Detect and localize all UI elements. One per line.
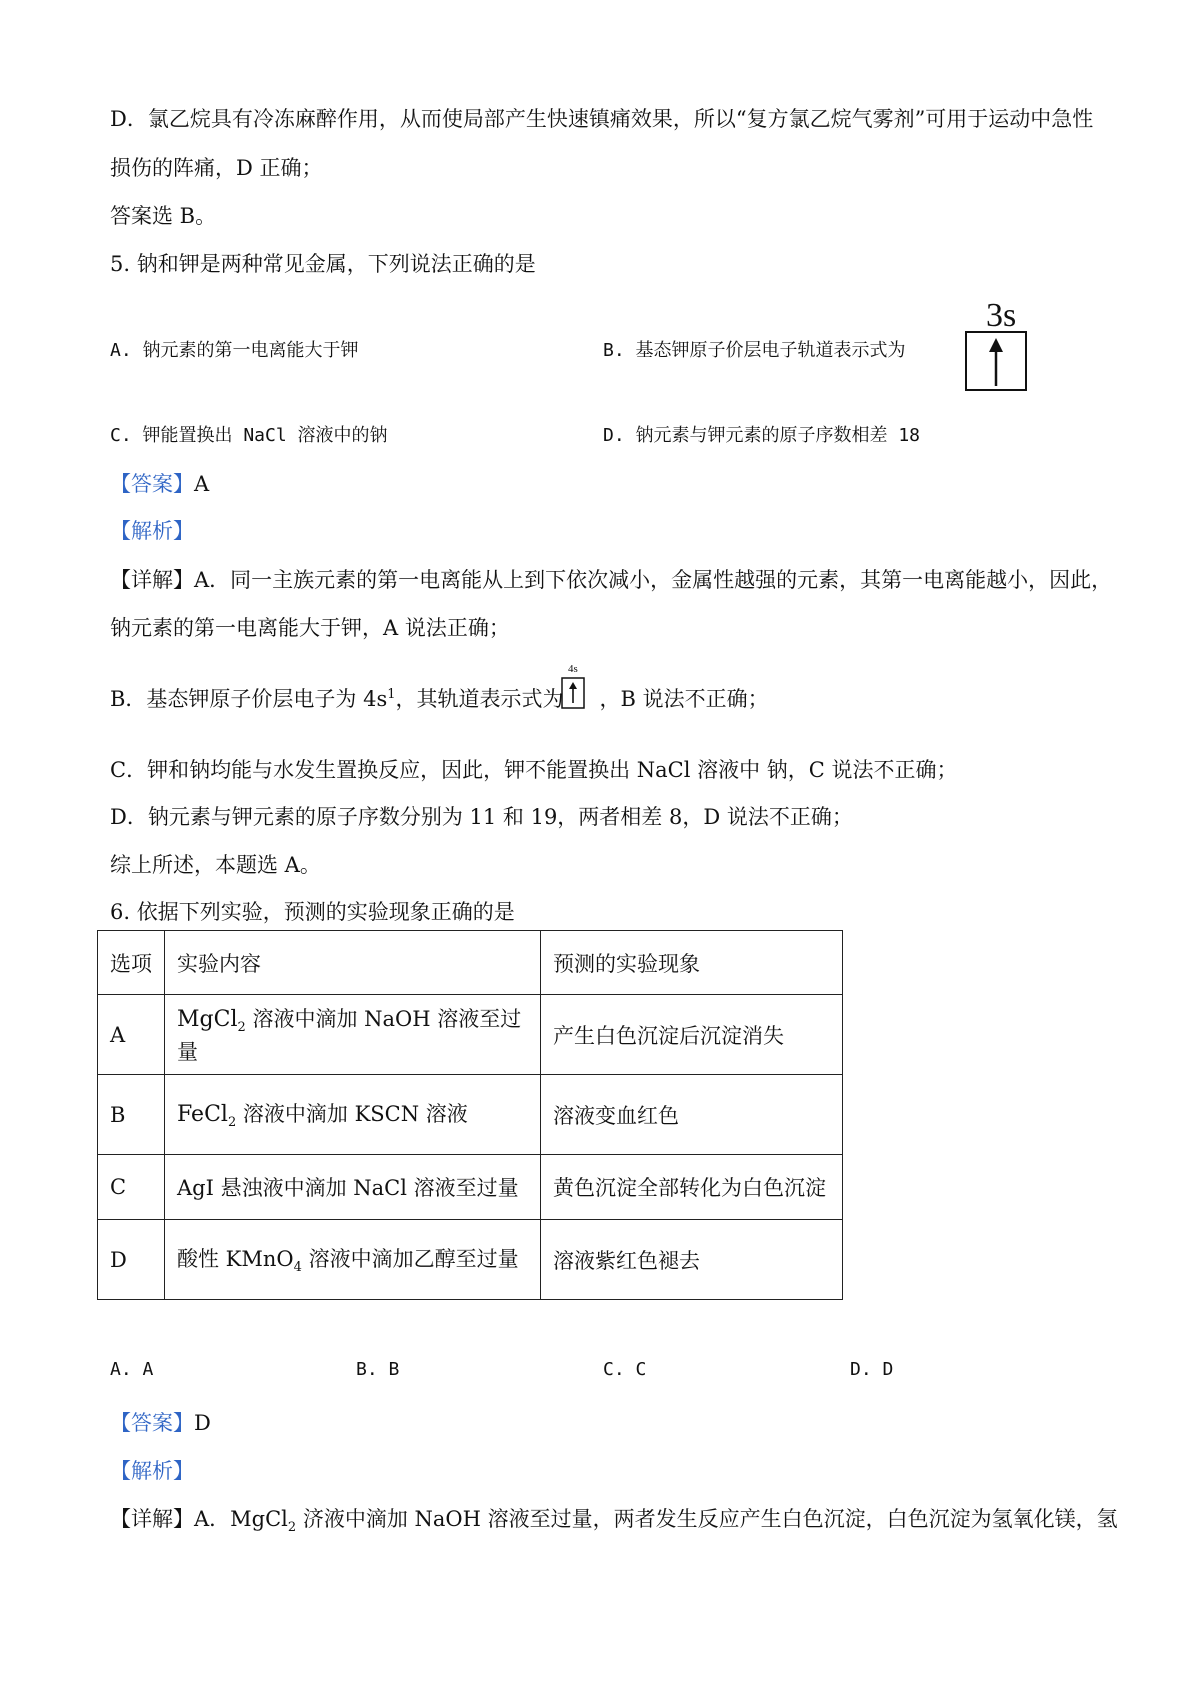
- cell-option: B: [98, 1075, 165, 1155]
- cell-content: [165, 1220, 541, 1300]
- q5-option-d: D. 钠元素与钾元素的原子序数相差 18: [603, 425, 921, 446]
- detail-a-post: 济液中滴加 NaOH 溶液至过量，两者发生反应产生白色沉淀，白色沉淀为氢氧化镁，氢: [296, 1507, 1118, 1531]
- answer-tag: 【答案】: [110, 1411, 194, 1435]
- content-pre: AgI 悬浊液中滴加 NaCl 溶液至过量: [177, 1176, 519, 1200]
- small-up-arrow-head-icon: [569, 682, 577, 689]
- cell-option: D: [98, 1220, 165, 1300]
- detail-a-pre: A．MgCl: [194, 1507, 288, 1531]
- detail-b-sup: 1: [387, 687, 396, 702]
- content-sub: 2: [227, 1115, 237, 1131]
- detail-b-post: ，B 说法不正确；: [599, 687, 769, 711]
- answer-tag: 【答案】: [110, 472, 194, 496]
- header-option: 选项: [98, 931, 165, 995]
- q5-analysis-tag: 【解析】: [110, 519, 194, 543]
- cell-content: [165, 995, 541, 1075]
- content-sub: 4: [293, 1260, 302, 1276]
- cell-option: C: [98, 1155, 165, 1220]
- cell-content: [165, 1075, 541, 1155]
- cell-option: A: [98, 995, 165, 1075]
- q6-stem: 6. 依据下列实验，预测的实验现象正确的是: [110, 900, 515, 924]
- cell-result: 黄色沉淀全部转化为白色沉淀: [541, 1155, 843, 1220]
- table-header-row: [98, 931, 843, 995]
- content-pre: MgCl: [177, 1007, 238, 1033]
- intro-line-2: 损伤的阵痛，D 正确；: [110, 156, 323, 180]
- orbital-3s-label: 3s: [986, 298, 1017, 334]
- intro-line-3: 答案选 B。: [110, 204, 217, 228]
- cell-result: 溶液变血红色: [541, 1075, 843, 1155]
- table-row: [98, 995, 843, 1075]
- content-pre: 酸性 KMnO: [177, 1247, 294, 1272]
- content-post: 溶液中滴加 NaOH 溶液至过量: [177, 1007, 522, 1064]
- q5-detail-b: [110, 683, 769, 713]
- up-arrow-head-icon: [989, 338, 1003, 352]
- detail-b-mid: ，其轨道表示式为: [395, 687, 564, 711]
- q6-answer: [110, 1407, 211, 1437]
- answer-value: D: [194, 1411, 211, 1435]
- header-result: 预测的实验现象: [541, 931, 843, 995]
- q5-option-b: B. 基态钾原子价层电子轨道表示式为: [603, 340, 906, 361]
- q6-option-c: C. C: [603, 1359, 647, 1380]
- content-pre: FeCl: [177, 1102, 228, 1128]
- q5-detail-c: C．钾和钠均能与水发生置换反应，因此，钾不能置换出 NaCl 溶液中 钠，C 说法不正确；: [110, 758, 958, 782]
- orbital-3s-diagram: [960, 298, 1064, 392]
- q5-option-a: A. 钠元素的第一电离能大于钾: [110, 340, 359, 361]
- content-post: 溶液中滴加乙醇至过量: [301, 1247, 519, 1272]
- q6-option-b: B. B: [356, 1359, 400, 1380]
- q5-option-c: C. 钾能置换出 NaCl 溶液中的钠: [110, 425, 388, 446]
- intro-line-1: D．氯乙烷具有冷冻麻醉作用，从而使局部产生快速镇痛效果，所以“复方氯乙烷气雾剂”可用于运动中急性: [110, 107, 1094, 131]
- q6-detail-a: [110, 1503, 1118, 1535]
- detail-a-sub: 2: [287, 1520, 297, 1536]
- cell-result: 溶液紫红色褪去: [541, 1220, 843, 1300]
- table-row: [98, 1220, 843, 1300]
- q6-option-a: A. A: [110, 1359, 154, 1380]
- q5-detail-a-2: 钠元素的第一电离能大于钾，A 说法正确；: [110, 616, 510, 640]
- experiment-table: [97, 930, 843, 1300]
- q5-detail-d: D．钠元素与钾元素的原子序数分别为 11 和 19，两者相差 8，D 说法不正确；: [110, 805, 853, 829]
- cell-content: [165, 1155, 541, 1220]
- detail-b-pre: B．基态钾原子价层电子为 4s: [110, 687, 388, 711]
- table-row: [98, 1075, 843, 1155]
- q5-answer: [110, 468, 209, 498]
- detail-tag: 【详解】: [110, 1507, 194, 1531]
- q6-option-d: D. D: [850, 1359, 894, 1380]
- q6-analysis-tag: 【解析】: [110, 1459, 194, 1483]
- orbital-4s-diagram: [560, 662, 588, 712]
- detail-tag: 【详解】: [110, 568, 194, 592]
- q5-stem: 5. 钠和钾是两种常见金属，下列说法正确的是: [110, 252, 536, 276]
- table-row: [98, 1155, 843, 1220]
- answer-value: A: [194, 472, 210, 496]
- content-sub: 2: [237, 1020, 246, 1036]
- q5-summary: 综上所述，本题选 A。: [110, 853, 321, 877]
- q5-detail-a-1: [110, 564, 1112, 594]
- content-post: 溶液中滴加 KSCN 溶液: [236, 1102, 468, 1127]
- detail-a-text: A．同一主族元素的第一电离能从上到下依次减小，金属性越强的元素，其第一电离能越小，因此，: [194, 568, 1113, 592]
- header-content: 实验内容: [165, 931, 541, 995]
- orbital-4s-label: 4s: [568, 663, 578, 675]
- cell-result: 产生白色沉淀后沉淀消失: [541, 995, 843, 1075]
